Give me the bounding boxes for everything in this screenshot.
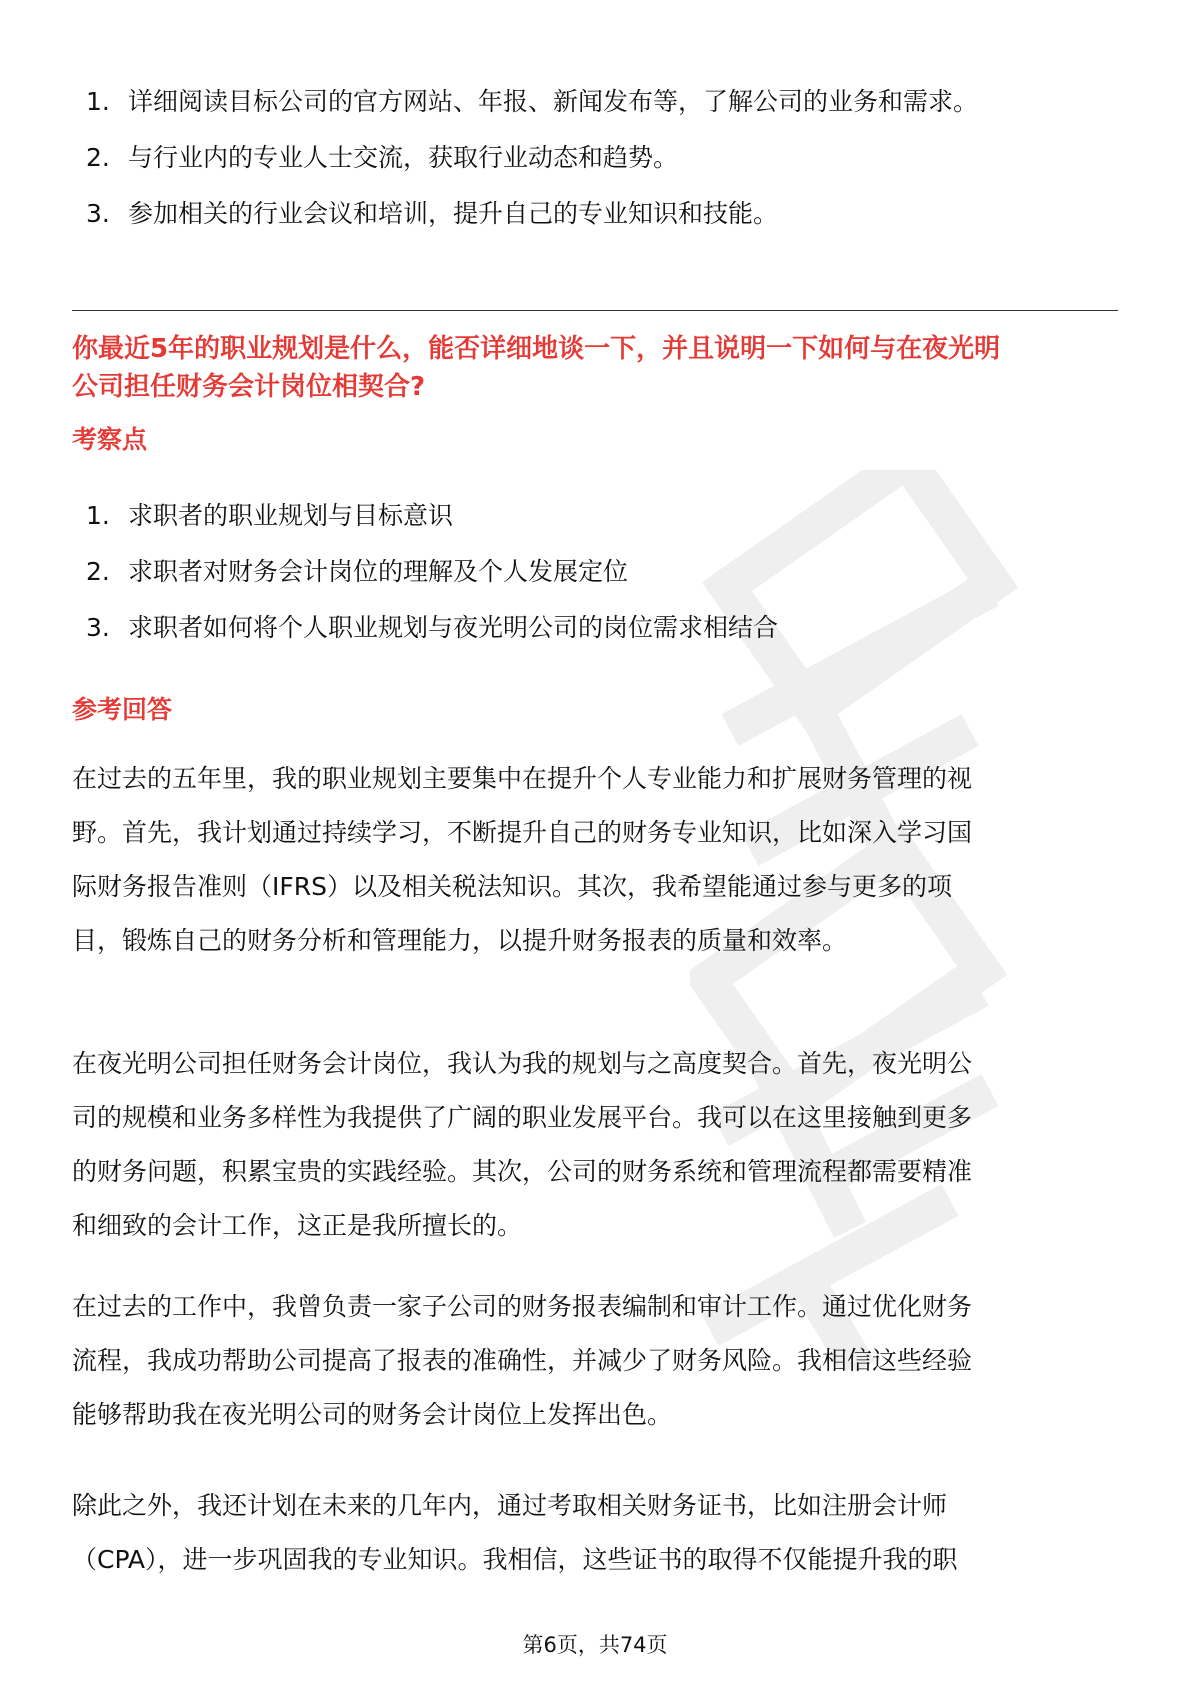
answer-paragraph: 除此之外，我还计划在未来的几年内，通过考取相关财务证书，比如注册会计师 （CPA），进一步巩固我的专业知识。我相信，这些证书的取得不仅能提升我的职 <box>72 1491 958 1574</box>
answer-paragraph: 在过去的五年里，我的职业规划主要集中在提升个人专业能力和扩展财务管理的视 野。首先，我计划通过持续学习，不断提升自己的财务专业知识，比如深入学习国 际财务报告准则（IFRS）以及相关税法知识。其次，我希望能通过参与更多的项 目，锻炼自己的财务分析和管理能力，以提升财务报表的质量和效率。 <box>72 764 973 955</box>
answer-paragraph: 在过去的工作中，我曾负责一家子公司的财务报表编制和审计工作。通过优化财务 流程，我成功帮助公司提高了报表的准确性，并减少了财务风险。我相信这些经验 能够帮助我在夜光明公司的财务会计岗位上发挥出色。 <box>72 1292 973 1429</box>
answer-heading: 参考回答 <box>72 695 173 724</box>
section-divider <box>72 310 1118 311</box>
list-item: 1. 详细阅读目标公司的官方网站、年报、新闻发布等，了解公司的业务和需求。 <box>86 87 979 116</box>
list-item: 3. 求职者如何将个人职业规划与夜光明公司的岗位需求相结合 <box>86 613 779 642</box>
question-heading: 你最近5年的职业规划是什么，能否详细地谈一下，并且说明一下如何与在夜光明 公司担任财务会计岗位相契合? <box>72 334 1001 402</box>
list-item: 3. 参加相关的行业会议和培训，提升自己的专业知识和技能。 <box>86 199 779 228</box>
list-item: 2. 求职者对财务会计岗位的理解及个人发展定位 <box>86 557 629 586</box>
answer-paragraph: 在夜光明公司担任财务会计岗位，我认为我的规划与之高度契合。首先，夜光明公 司的规模和业务多样性为我提供了广阔的职业发展平台。我可以在这里接触到更多 的财务问题，积累宝贵的实践经验。其次，公司的财务系统和管理流程都需要精准 和细致的会计工作，这正是我所擅长的。 <box>72 1049 973 1240</box>
list-item: 1. 求职者的职业规划与目标意识 <box>86 501 454 530</box>
focus-heading: 考察点 <box>72 425 148 454</box>
page-number: 第6页，共74页 <box>522 1633 668 1657</box>
list-item: 2. 与行业内的专业人士交流，获取行业动态和趋势。 <box>86 143 679 172</box>
